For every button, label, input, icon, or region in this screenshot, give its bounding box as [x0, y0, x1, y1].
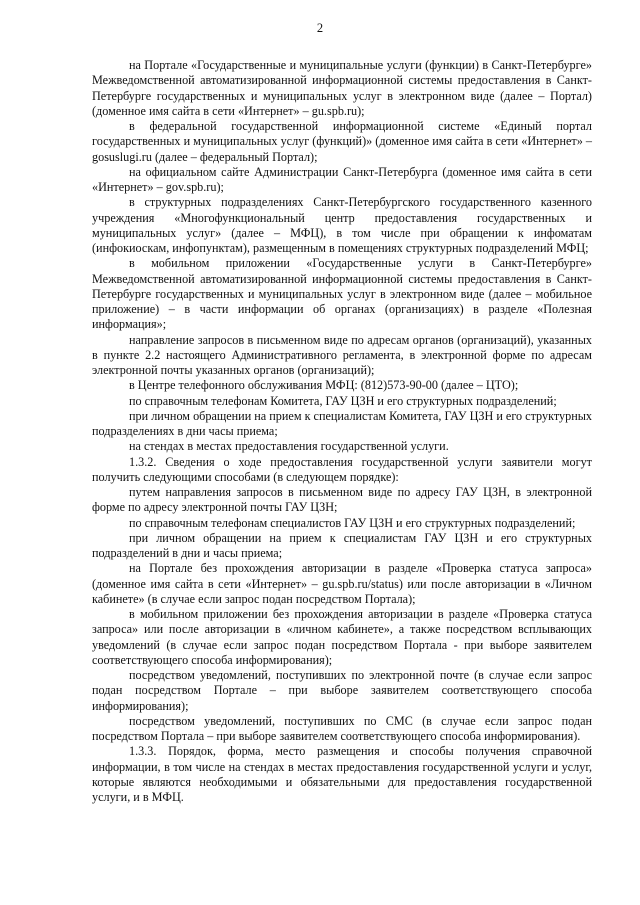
paragraph: 1.3.3. Порядок, форма, место размещения и способы получения справочной информации, в том числе на стендах в местах предоставления государственной услуги и услуг, которые являются необходимыми и обязательными для предоставления государственной услуги, и в МФЦ.	[92, 744, 592, 804]
page-number: 2	[316, 21, 324, 35]
paragraph: на стендах в местах предоставления государственной услуги.	[129, 439, 449, 454]
paragraph: по справочным телефонам специалистов ГАУ ЦЗН и его структурных подразделений;	[129, 515, 576, 530]
paragraph: при личном обращении на прием к специалистам Комитета, ГАУ ЦЗН и его структурных подразделениях в дни часы приема;	[92, 408, 592, 438]
paragraph: 1.3.2. Сведения о ходе предоставления государственной услуги заявители могут получить следующими способами (в следующем порядке):	[92, 454, 592, 484]
paragraph: путем направления запросов в письменном виде по адресу ГАУ ЦЗН, в электронной форме по адресу электронной почты ГАУ ЦЗН;	[92, 485, 592, 515]
paragraph: в мобильном приложении без прохождения авторизации в разделе «Проверка статуса запроса» или после авторизации в «личном кабинете», а также посредством всплывающих уведомлений (в случае если запрос подан посредством Портала - при выборе заявителем соответствующего способа информирования);	[92, 607, 592, 667]
paragraph: на Портале «Государственные и муниципальные услуги (функции) в Санкт-Петербурге» Межведомственной автоматизированной информационной системы предоставления в Санкт-Петербурге государственных и муниципальных услуг в электронном виде (далее – Портал) (доменное имя сайта в сети «Интернет» – gu.spb.ru);	[92, 58, 592, 118]
paragraph: при личном обращении на прием к специалистам ГАУ ЦЗН и его структурных подразделений в дни и часы приема;	[92, 530, 592, 560]
paragraph: направление запросов в письменном виде по адресам органов (организаций), указанных в пункте 2.2 настоящего Административного регламента, в электронной форме по адресам электронной почты указанных органов (организаций);	[92, 332, 592, 377]
paragraph: в федеральной государственной информационной системе «Единый портал государственных и муниципальных услуг (функций)» (доменное имя сайта в сети «Интернет» – gosuslugi.ru (далее – федеральный Портал);	[92, 119, 592, 164]
paragraph: в структурных подразделениях Санкт-Петербургского государственного казенного учреждения «Многофункциональный центр предоставления государственных и муниципальных услуг» (далее – МФЦ), в том числе при обращении к инфоматам (инфокиоскам, инфопунктам), размещенным в помещениях структурных подразделений МФЦ;	[92, 195, 592, 255]
paragraph: на официальном сайте Администрации Санкт-Петербурга (доменное имя сайта в сети «Интернет» – gov.spb.ru);	[92, 164, 592, 194]
paragraph: посредством уведомлений, поступивших по электронной почте (в случае если запрос подан посредством Портале – при выборе заявителем соответствующего способа информирования);	[92, 668, 592, 713]
paragraph: посредством уведомлений, поступивших по СМС (в случае если запрос подан посредством Портала – при выборе заявителем соответствующего способа информирования).	[92, 713, 592, 743]
document-body	[92, 58, 592, 805]
paragraph: в Центре телефонного обслуживания МФЦ: (812)573-90-00 (далее – ЦТО);	[129, 378, 519, 393]
paragraph: в мобильном приложении «Государственные услуги в Санкт-Петербурге» Межведомственной автоматизированной информационной системы предоставления в Санкт-Петербурге государственных и муниципальных услуг в электронном виде (далее – мобильное приложение) – в части информации об органах (организациях) в разделе «Полезная информация»;	[92, 256, 592, 332]
paragraph: по справочным телефонам Комитета, ГАУ ЦЗН и его структурных подразделений;	[129, 393, 557, 408]
paragraph: на Портале без прохождения авторизации в разделе «Проверка статуса запроса» (доменное имя сайта в сети «Интернет» – gu.spb.ru/status) или после авторизации в «Личном кабинете» (в случае если запрос подан посредством Портала);	[92, 561, 592, 606]
